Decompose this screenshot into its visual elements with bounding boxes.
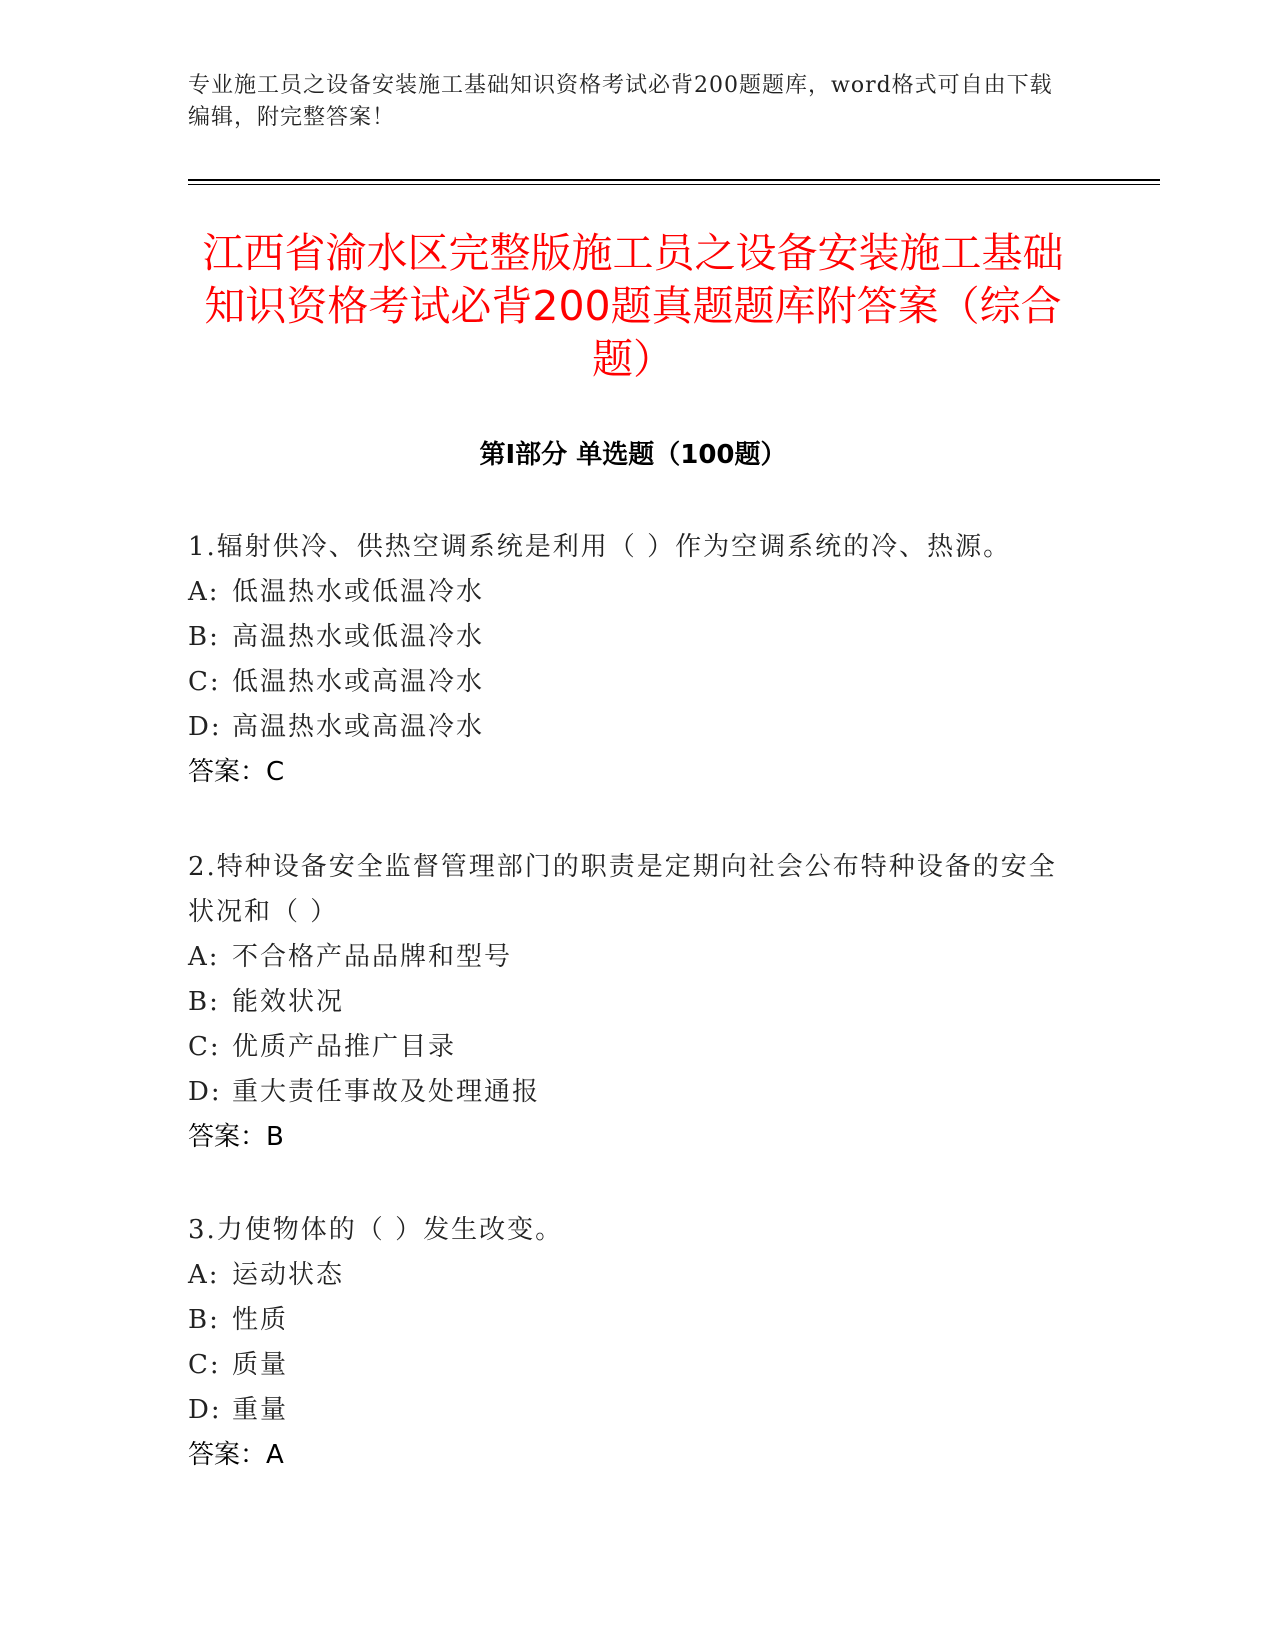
option-letter: C: (188, 667, 221, 697)
option-letter: A: (188, 577, 220, 607)
option-a (188, 935, 1068, 980)
option-text: 高温热水或高温冷水 (232, 712, 485, 742)
option-a (188, 1253, 1068, 1298)
option-text: 重量 (232, 1395, 289, 1425)
option-b (188, 1298, 1068, 1343)
option-text: 低温热水或低温冷水 (232, 577, 485, 607)
answer-line (188, 1433, 1068, 1478)
option-a (188, 570, 1068, 615)
question-3 (188, 1208, 1068, 1478)
option-c (188, 660, 1068, 705)
option-d (188, 705, 1068, 750)
option-text: 性质 (232, 1305, 289, 1335)
answer-prefix: 答案： (188, 1440, 267, 1470)
option-d (188, 1070, 1068, 1115)
document-title: 江西省渝水区完整版施工员之设备安装施工基础知识资格考试必背200题真题题库附答案（综合题） (202, 229, 1064, 383)
option-letter: D: (188, 1077, 222, 1107)
option-b (188, 980, 1068, 1025)
option-text: 能效状况 (232, 987, 345, 1017)
header-divider-thin (188, 184, 1160, 185)
option-letter: B: (188, 987, 220, 1017)
answer-value: B (266, 1122, 284, 1152)
header-note: 专业施工员之设备安装施工基础知识资格考试必背200题题库，word格式可自由下载编辑，附完整答案！ (188, 73, 1053, 130)
question-2 (188, 845, 1068, 1160)
option-letter: B: (188, 622, 220, 652)
option-c (188, 1343, 1068, 1388)
answer-value: A (266, 1440, 284, 1470)
answer-line (188, 1115, 1068, 1160)
option-text: 高温热水或低温冷水 (232, 622, 485, 652)
option-d (188, 1388, 1068, 1433)
option-letter: D: (188, 712, 222, 742)
option-text: 重大责任事故及处理通报 (232, 1077, 541, 1107)
option-letter: B: (188, 1305, 220, 1335)
question-stem: 2.特种设备安全监督管理部门的职责是定期向社会公布特种设备的安全状况和（ ） (188, 852, 1057, 927)
option-letter: A: (188, 1260, 220, 1290)
option-text: 运动状态 (232, 1260, 345, 1290)
option-text: 不合格产品品牌和型号 (232, 942, 513, 972)
answer-line (188, 750, 1068, 795)
question-1 (188, 525, 1068, 795)
option-text: 优质产品推广目录 (232, 1032, 457, 1062)
section-title: 第I部分 单选题（100题） (479, 440, 787, 470)
option-text: 低温热水或高温冷水 (232, 667, 485, 697)
answer-value: C (266, 757, 285, 787)
answer-prefix: 答案： (188, 1122, 267, 1152)
option-letter: C: (188, 1350, 221, 1380)
option-c (188, 1025, 1068, 1070)
question-stem: 3.力使物体的（ ）发生改变。 (188, 1215, 564, 1245)
option-letter: A: (188, 942, 220, 972)
option-text: 质量 (232, 1350, 289, 1380)
option-letter: C: (188, 1032, 221, 1062)
question-stem: 1.辐射供冷、供热空调系统是利用（ ）作为空调系统的冷、热源。 (188, 532, 1012, 562)
option-letter: D: (188, 1395, 222, 1425)
option-b (188, 615, 1068, 660)
answer-prefix: 答案： (188, 757, 267, 787)
header-divider-thick (188, 179, 1160, 181)
